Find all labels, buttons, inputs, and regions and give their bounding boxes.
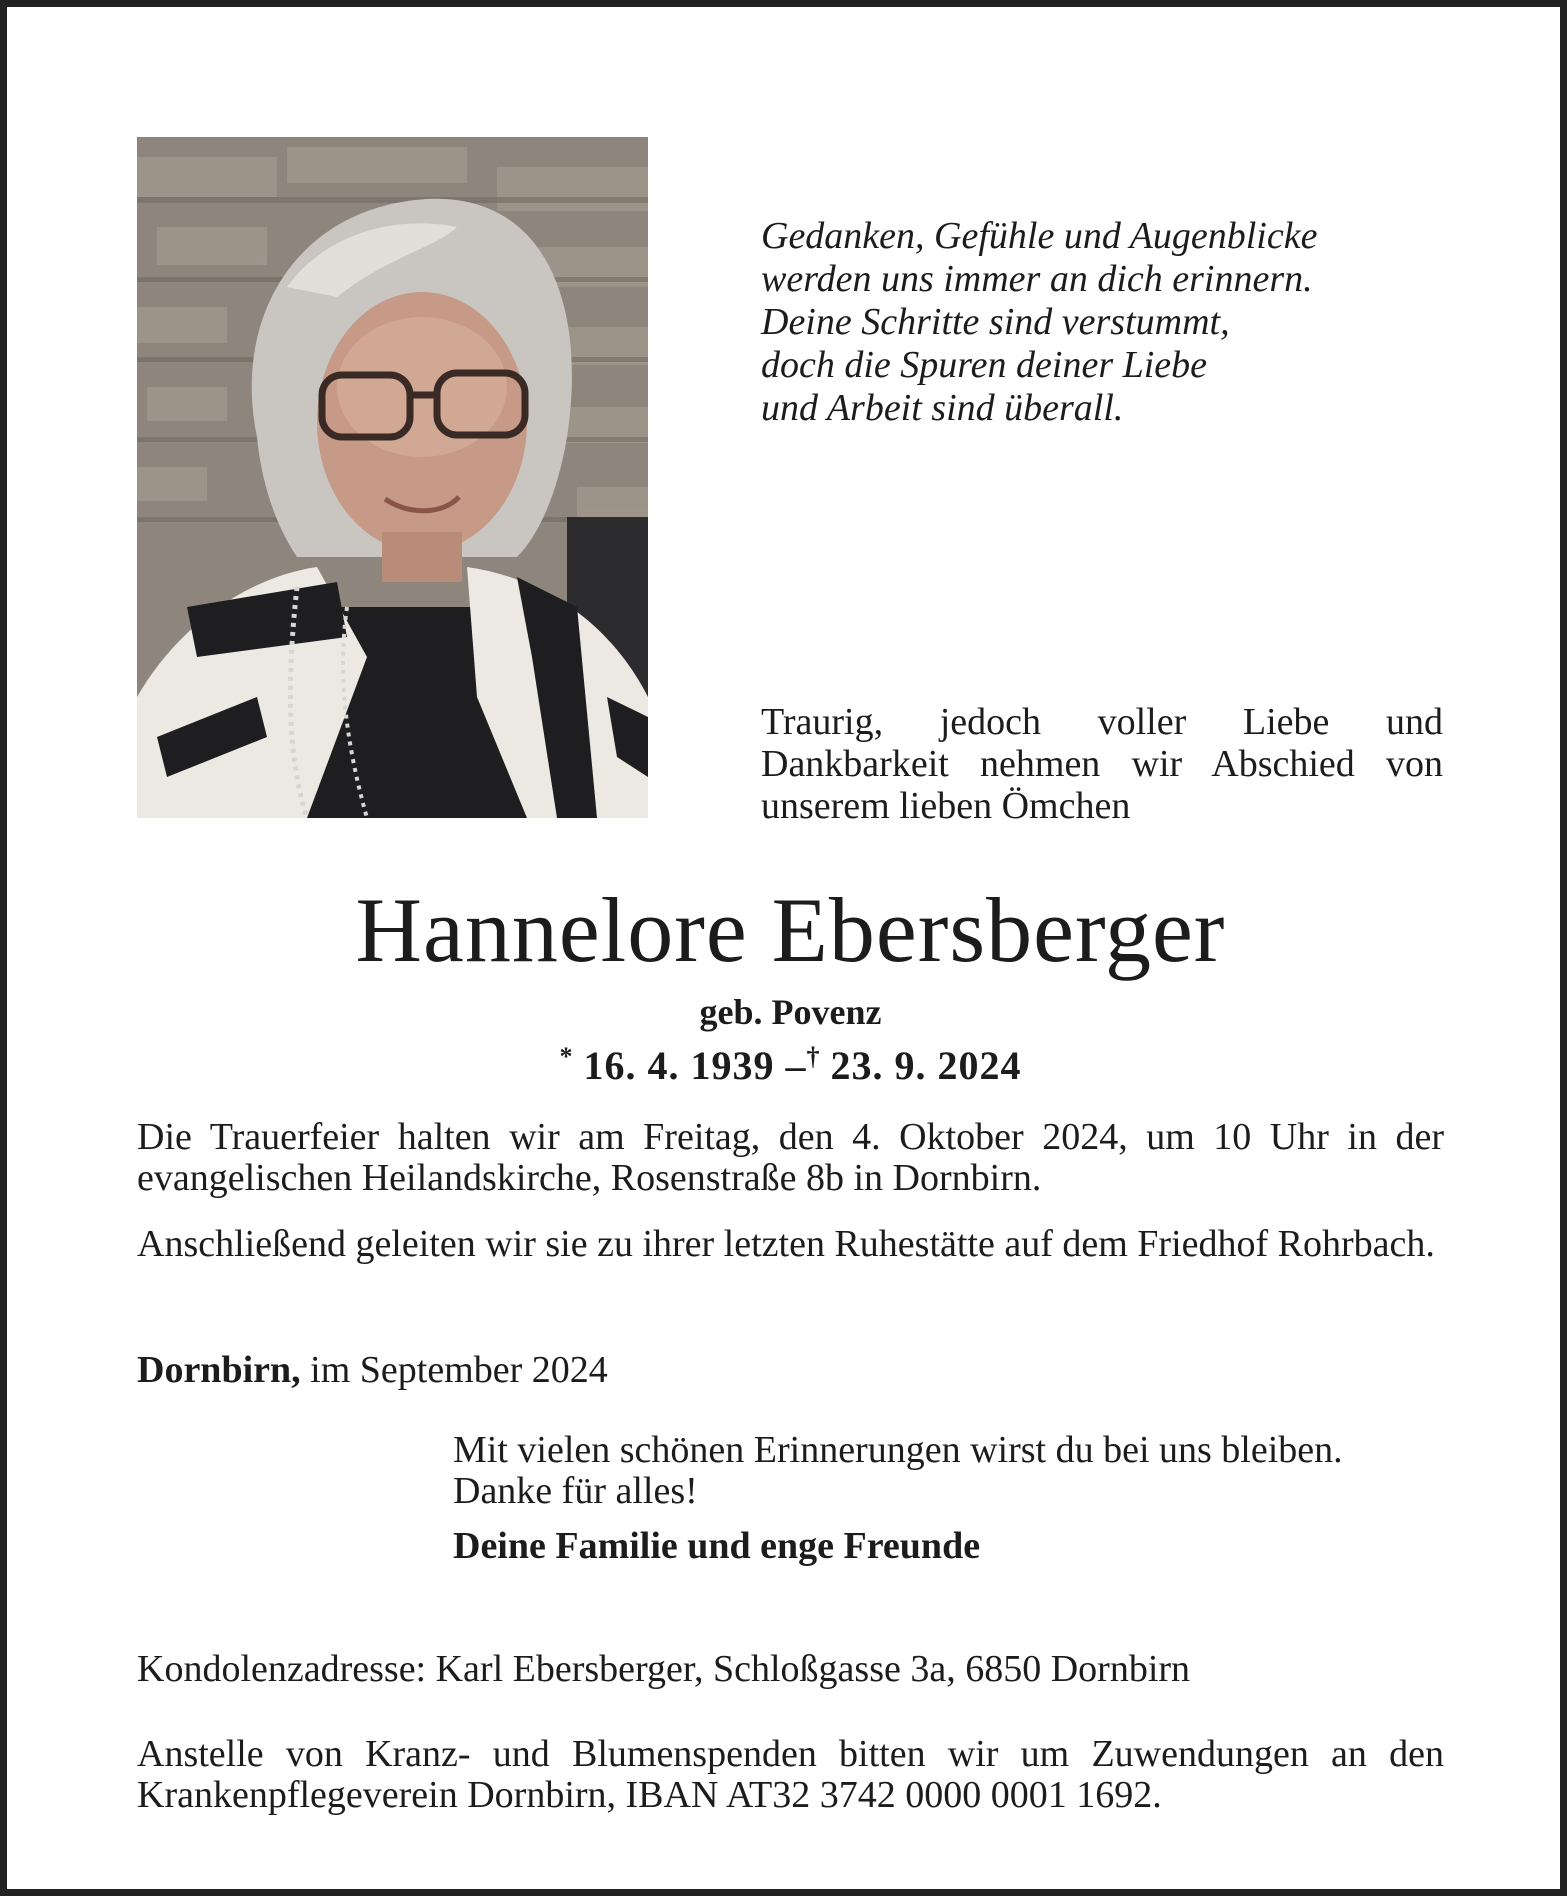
intro-text: Traurig, jedoch voller Liebe und Dankbarkeit nehmen wir Abschied von unserem lieben Ömchen bbox=[761, 701, 1443, 827]
maiden-name: geb. Povenz bbox=[699, 992, 882, 1032]
poem bbox=[761, 215, 1317, 430]
place: Dornbirn, bbox=[137, 1349, 301, 1391]
signoff: Deine Familie und enge Freunde bbox=[453, 1525, 981, 1567]
closing-line: Danke für alles! bbox=[453, 1470, 698, 1512]
donation-note: Anstelle von Kranz- und Blumenspenden bitten wir um Zuwendungen an den Krankenpflegeverein Dornbirn, IBAN AT32 3742 0000 0001 1692. bbox=[137, 1733, 1444, 1816]
birth-date: 16. 4. 1939 bbox=[583, 1043, 775, 1088]
poem-line: Deine Schritte sind verstummt, bbox=[761, 301, 1230, 343]
condolence-address: Kondolenzadresse: Karl Ebersberger, Schloßgasse 3a, 6850 Dornbirn bbox=[137, 1648, 1191, 1690]
closing-message bbox=[453, 1430, 1443, 1567]
death-symbol: † bbox=[806, 1042, 820, 1071]
poem-line: werden uns immer an dich erinnern. bbox=[761, 258, 1313, 300]
deceased-name: Hannelore Ebersberger bbox=[355, 879, 1226, 981]
burial-info: Anschließend geleiten wir sie zu ihrer letzten Ruhestätte auf dem Friedhof Rohrbach. bbox=[137, 1223, 1435, 1265]
poem-line: Gedanken, Gefühle und Augenblicke bbox=[761, 215, 1318, 257]
birth-symbol: * bbox=[559, 1042, 573, 1071]
portrait-image bbox=[137, 137, 648, 818]
date-separator: – bbox=[785, 1043, 807, 1088]
portrait-photo bbox=[137, 137, 648, 818]
life-dates bbox=[7, 1033, 1567, 1090]
poem-line: doch die Spuren deiner Liebe bbox=[761, 344, 1208, 386]
funeral-info: Die Trauerfeier halten wir am Freitag, den 4. Oktober 2024, um 10 Uhr in der evangelischen Heilandskirche, Rosenstraße 8b in Dornbirn. bbox=[137, 1116, 1444, 1199]
death-date: 23. 9. 2024 bbox=[830, 1043, 1022, 1088]
place-date bbox=[137, 1350, 1444, 1391]
closing-line: Mit vielen schönen Erinnerungen wirst du bei uns bleiben. bbox=[453, 1429, 1343, 1471]
poem-line: und Arbeit sind überall. bbox=[761, 387, 1124, 429]
date: im September 2024 bbox=[310, 1349, 608, 1391]
